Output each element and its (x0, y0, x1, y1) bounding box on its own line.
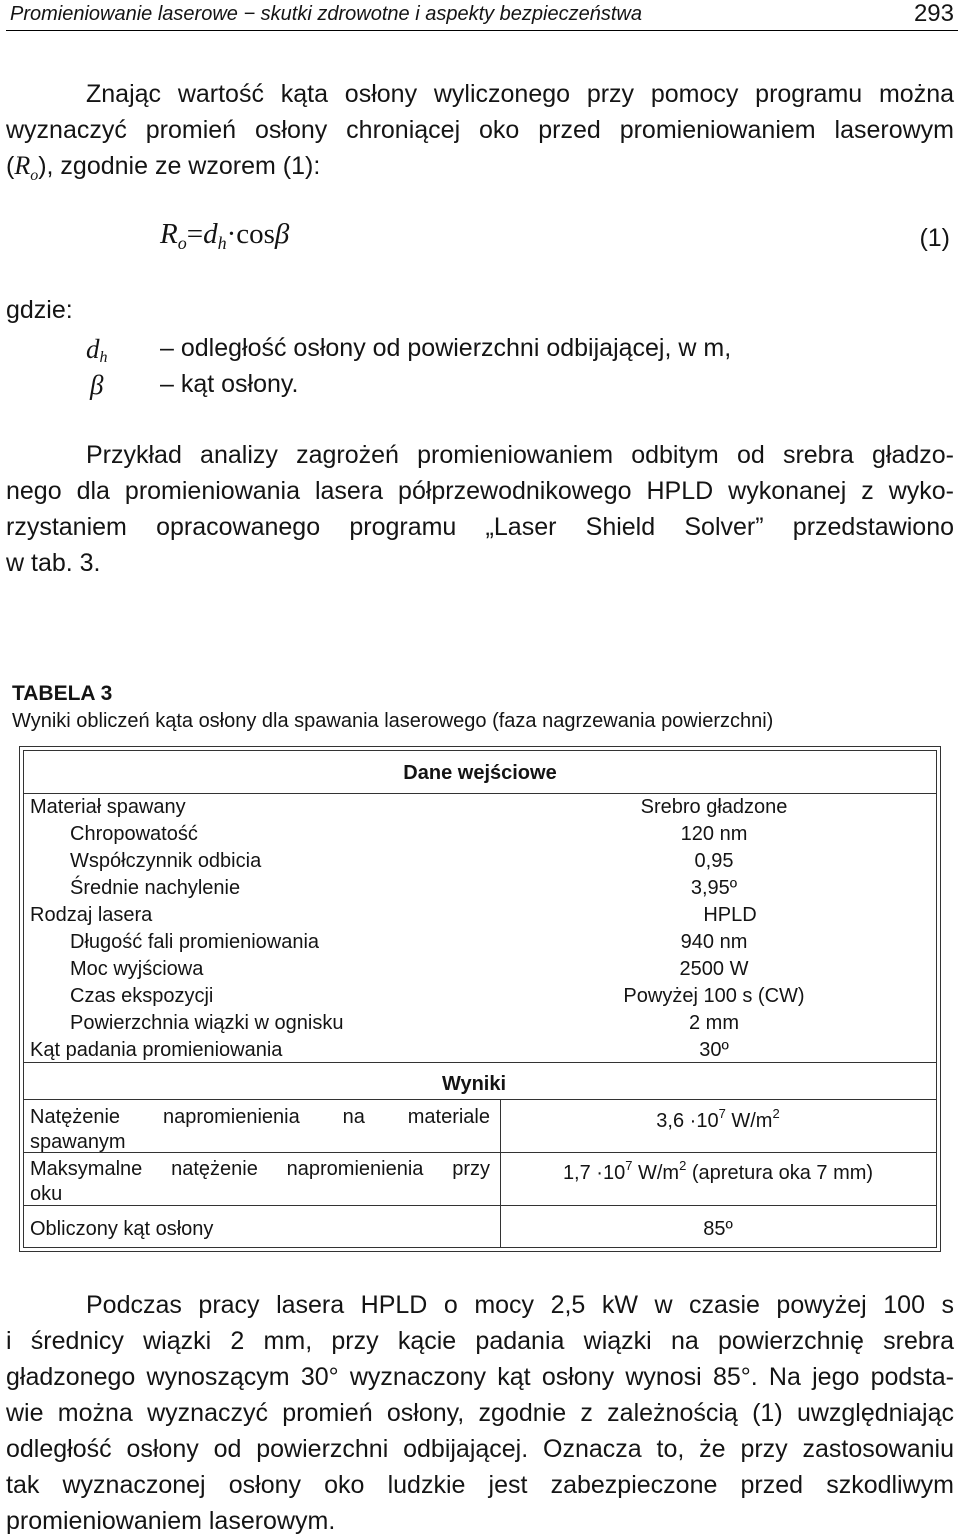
symbol-r: R (14, 151, 31, 180)
input-value: 2500 W (679, 958, 749, 980)
formula-number: (1) (919, 224, 950, 252)
table-rule (24, 793, 936, 794)
input-value: 0,95 (694, 850, 734, 872)
input-value: 3,95º (690, 877, 738, 899)
para2-line-3: rzystaniem opracowanego programu „Laser Shield Solver” przedstawiono (6, 513, 954, 541)
para3-line-1: Podczas pracy lasera HPLD o mocy 2,5 kW w czasie powyżej 100 s (86, 1291, 954, 1319)
para3-line-2: i średnicy wiązki 2 mm, przy kącie padania wiązki na powierzchnię srebra (6, 1327, 954, 1355)
table-label: TABELA 3 (12, 682, 113, 705)
input-value: HPLD (703, 904, 757, 926)
input-value: Powyżej 100 s (CW) (623, 985, 805, 1007)
input-value: 30º (699, 1039, 729, 1061)
result-value: $3,6 \cdot 10^7$ $W/m^2$ (656, 1106, 780, 1132)
conclusion-paragraph (6, 1287, 954, 1539)
final-value: 85º (703, 1218, 733, 1240)
para3-line-3: gładzonego wynoszącym 30° wyznaczony kąt osłony wynosi 85°. Na jego podsta- (6, 1363, 954, 1391)
input-value: 2 mm (689, 1012, 739, 1034)
table-rule (24, 1062, 936, 1063)
table-rule (24, 1099, 936, 1100)
intro-line-2: wyznaczyć promień osłony chroniącej oko przed promieniowaniem laserowym (6, 116, 954, 144)
input-label: Czas ekspozycji (70, 985, 214, 1007)
results-heading: Wyniki (441, 1073, 507, 1095)
where-definition-beta: – kąt osłony. (160, 370, 299, 398)
page-number: 293 (913, 0, 954, 27)
result-label: Maksymalne natężenie napromienienia przy oku (30, 1158, 490, 1205)
input-label: Powierzchnia wiązki w ognisku (70, 1012, 344, 1034)
input-label: Chropowatość (70, 823, 198, 845)
input-value: Srebro gładzone (640, 796, 788, 818)
formula-1: $R_o=d_h\cdot\cos\beta$ (160, 218, 290, 253)
intro-paragraph (6, 76, 954, 194)
example-paragraph (6, 437, 954, 581)
para3-line-5: odległość osłony od powierzchni odbijającej. Oznacza to, że przy zastosowaniu (6, 1435, 954, 1463)
para3-line-6: tak wyznaczonej osłony oko ludzkie jest zabezpieczone przed szkodliwym (6, 1471, 954, 1499)
input-label: Średnie nachylenie (70, 877, 241, 899)
para3-line-4: wie można wyznaczyć promień osłony, zgodnie z zależnością (1) uwzględniając (6, 1399, 954, 1427)
input-label: Materiał spawany (30, 796, 186, 818)
where-symbol-dh: $d_h$ (86, 334, 108, 367)
running-title: Promieniowanie laserowe − skutki zdrowotne i aspekty bezpieczeństwa (10, 3, 642, 25)
input-label: Rodzaj lasera (30, 904, 153, 926)
input-value: 120 nm (680, 823, 748, 845)
running-header (6, 0, 958, 31)
input-heading: Dane wejściowe (403, 762, 557, 784)
table-caption: Wyniki obliczeń kąta osłony dla spawania laserowego (faza nagrzewania powierzchni) (12, 710, 774, 732)
where-symbol-beta: β (90, 370, 104, 400)
final-label: Obliczony kąt osłony (30, 1218, 214, 1240)
input-value: 940 nm (680, 931, 748, 953)
results-table (19, 746, 941, 1252)
para3-line-7: promieniowaniem laserowym. (6, 1507, 336, 1535)
intro-line-1: Znając wartość kąta osłony wyliczonego przy pomocy programu można (86, 80, 954, 108)
input-label: Długość fali promieniowania (70, 931, 320, 953)
para2-line-4: w tab. 3. (6, 549, 101, 577)
intro-line-3: $(R_o)$, zgodnie ze wzorem (1): (6, 151, 321, 184)
table-inner-border (23, 750, 937, 1248)
input-label: Współczynnik odbicia (70, 850, 262, 872)
where-definition-dh: – odległość osłony od powierzchni odbijającej, w m, (160, 334, 732, 362)
where-label: gdzie: (6, 296, 73, 324)
input-label: Kąt padania promieniowania (30, 1039, 283, 1061)
input-label: Moc wyjściowa (70, 958, 204, 980)
para2-line-2: nego dla promieniowania lasera półprzewodnikowego HPLD wykonanej z wyko- (6, 477, 954, 505)
result-value: $1,7 \cdot 10^7$ $W/m^2$ (apretura oka 7 mm) (562, 1158, 874, 1184)
result-label: Natężenie napromienienia na materiale spawanym (30, 1106, 490, 1153)
para2-line-1: Przykład analizy zagrożeń promieniowaniem odbitym od srebra gładzo- (86, 441, 954, 469)
